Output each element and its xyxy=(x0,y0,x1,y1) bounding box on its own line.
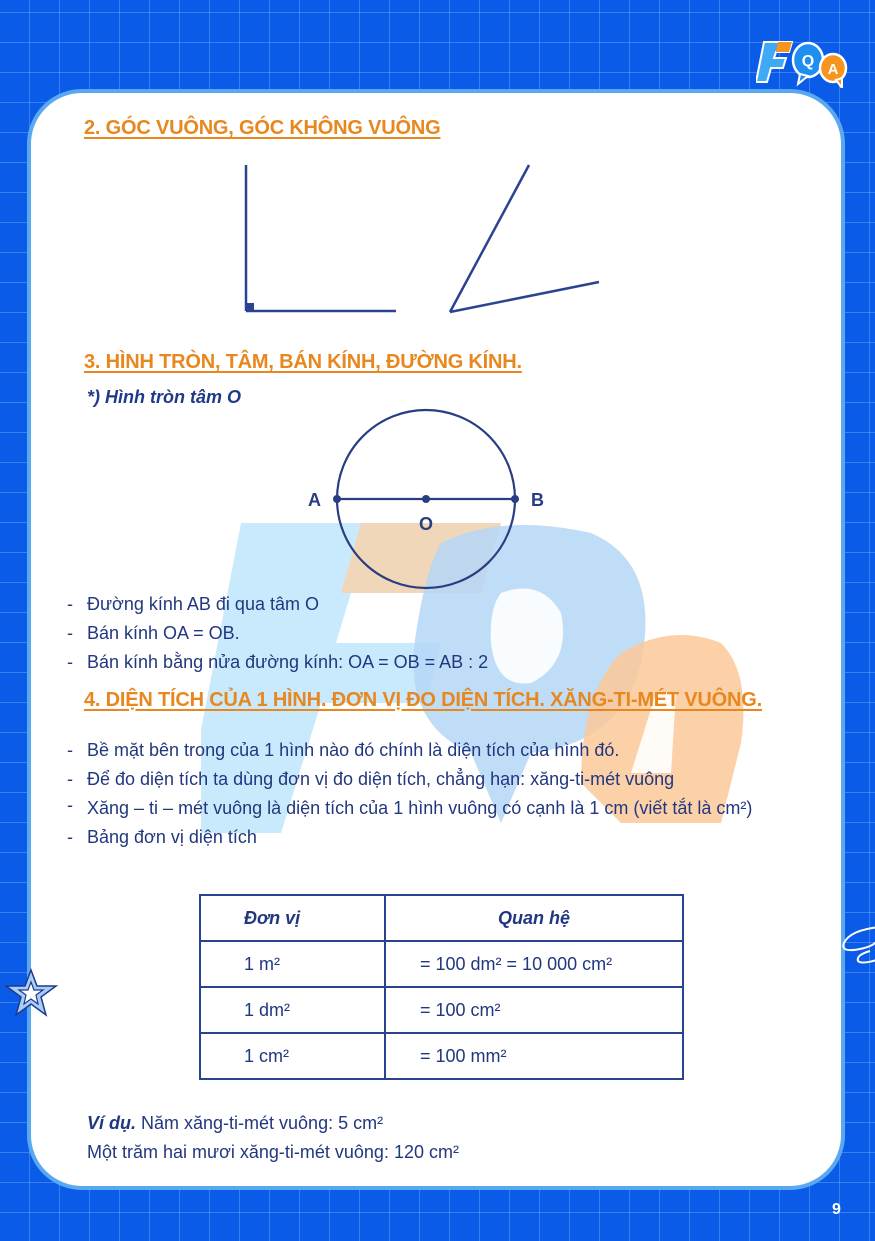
cell-relation: = 100 dm² = 10 000 cm² xyxy=(385,941,683,987)
cell-relation: = 100 mm² xyxy=(385,1033,683,1079)
list-item: - Bề mặt bên trong của 1 hình nào đó chính là diện tích của hình đó. xyxy=(67,736,807,765)
cell-unit: 1 m² xyxy=(200,941,385,987)
point-a-dot xyxy=(333,495,341,503)
area-unit-table xyxy=(199,894,684,1080)
list-item: - Bán kính bằng nửa đường kính: OA = OB = AB : 2 xyxy=(67,648,488,677)
point-o-dot xyxy=(422,495,430,503)
section-2-title: 2. GÓC VUÔNG, GÓC KHÔNG VUÔNG xyxy=(84,117,441,139)
label-b: B xyxy=(531,490,544,510)
list-item: - Xăng – ti – mét vuông là diện tích của 1 hình vuông có cạnh là 1 cm (viết tắt là cm²) xyxy=(67,794,807,823)
acute-angle-figure xyxy=(441,163,611,318)
circle-subtitle: *) Hình tròn tâm O xyxy=(87,387,241,407)
point-b-dot xyxy=(511,495,519,503)
header-relation: Quan hệ xyxy=(385,895,683,941)
circle-facts-list xyxy=(67,590,488,677)
swirl-icon xyxy=(840,915,875,975)
example-line-1: Năm xăng-ti-mét vuông: 5 cm² xyxy=(136,1113,384,1133)
fqa-logo xyxy=(756,38,850,88)
cell-relation: = 100 cm² xyxy=(385,987,683,1033)
example-block xyxy=(87,1109,459,1167)
table-row xyxy=(200,987,683,1033)
cell-unit: 1 dm² xyxy=(200,987,385,1033)
svg-text:A: A xyxy=(827,61,839,78)
table-header-row xyxy=(200,895,683,941)
example-line-2: Một trăm hai mươi xăng-ti-mét vuông: 120 cm² xyxy=(87,1142,459,1162)
table-row xyxy=(200,1033,683,1079)
area-facts-list xyxy=(67,736,807,852)
right-angle-figure xyxy=(241,163,401,313)
content-card xyxy=(27,89,845,1190)
header-unit: Đơn vị xyxy=(200,895,385,941)
list-item: - Để đo diện tích ta dùng đơn vị đo diện tích, chẳng hạn: xăng-ti-mét vuông xyxy=(67,765,807,794)
label-a: A xyxy=(308,490,321,510)
label-o: O xyxy=(419,514,434,534)
list-item: - Đường kính AB đi qua tâm O xyxy=(67,590,488,619)
star-icon xyxy=(4,968,58,1018)
circle-figure xyxy=(291,403,551,603)
list-item: - Bán kính OA = OB. xyxy=(67,619,488,648)
section-3-title: 3. HÌNH TRÒN, TÂM, BÁN KÍNH, ĐƯỜNG KÍNH. xyxy=(84,351,522,373)
section-4-title: 4. DIỆN TÍCH CỦA 1 HÌNH. ĐƠN VỊ ĐO DIỆN TÍCH. XĂNG-TI-MÉT VUÔNG. xyxy=(84,689,762,711)
cell-unit: 1 cm² xyxy=(200,1033,385,1079)
table-row xyxy=(200,941,683,987)
example-label: Ví dụ. xyxy=(87,1113,136,1133)
page-number: 9 xyxy=(832,1201,841,1218)
svg-text:Q: Q xyxy=(801,53,815,70)
list-item: - Bảng đơn vị diện tích xyxy=(67,823,807,852)
